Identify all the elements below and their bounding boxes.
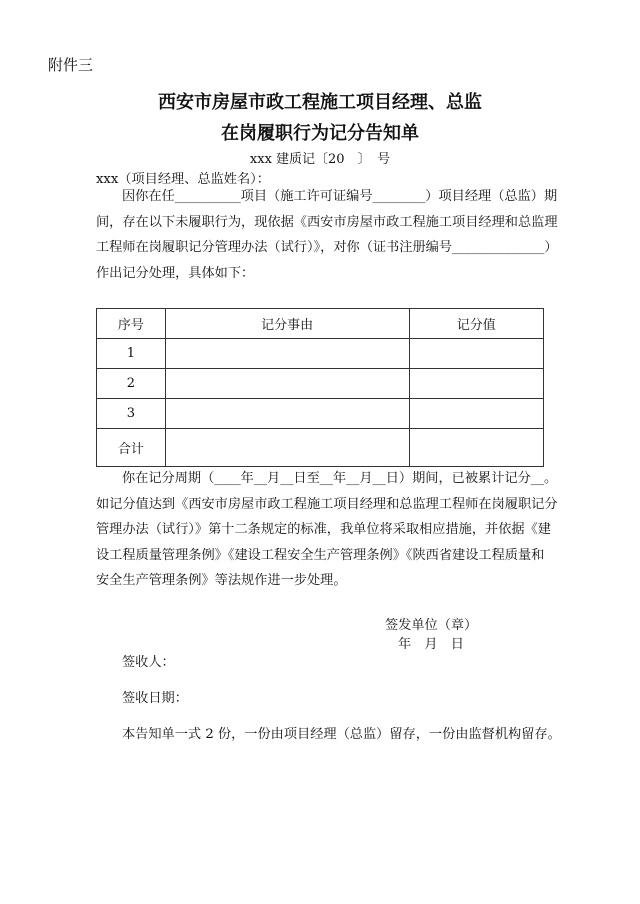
row-score bbox=[409, 399, 543, 429]
row-score bbox=[409, 369, 543, 399]
row-reason bbox=[165, 369, 409, 399]
consequence-line: 如记分值达到《西安市房屋市政工程施工项目经理和总监理工程师在岗履职记分 bbox=[96, 496, 558, 512]
consequence-line: 设工程质量管理条例》《建设工程安全生产管理条例》《陕西省建设工程质量和 bbox=[96, 547, 545, 563]
consequence-line: 管理办法（试行）》第十二条规定的标准，我单位将采取相应措施，并依据《建 bbox=[96, 522, 551, 537]
intro-line: 工程师在岗履职记分管理办法（试行）》，对你（证书注册编号______________） bbox=[96, 240, 558, 255]
total-score bbox=[409, 429, 543, 467]
score-table bbox=[96, 308, 544, 467]
consequence-line: 你在记分周期（____年__月__日至__年__月__日）期间，已被累计记分__。 bbox=[122, 471, 558, 486]
row-reason bbox=[165, 399, 409, 429]
issuer-seal-label: 签发单位（章） bbox=[385, 618, 478, 633]
recipient-label: 签收人： bbox=[122, 655, 175, 670]
row-no: 1 bbox=[97, 339, 166, 369]
header-reason: 记分事由 bbox=[165, 309, 409, 339]
table-row bbox=[97, 369, 544, 399]
footer-note: 本告知单一式 2 份，一份由项目经理（总监）留存，一份由监督机构留存。 bbox=[122, 727, 561, 742]
intro-line: 作出记分处理，具体如下： bbox=[96, 265, 255, 281]
addressee: xxx（项目经理、总监姓名）： bbox=[96, 172, 270, 187]
row-reason bbox=[165, 339, 409, 369]
table-header-row bbox=[97, 309, 544, 339]
attachment-label: 附件三 bbox=[48, 56, 94, 74]
table-total-row bbox=[97, 429, 544, 467]
total-reason bbox=[165, 429, 409, 467]
intro-line: 因你在任__________项目（施工许可证编号________）项目经理（总监）期 bbox=[122, 189, 558, 204]
receipt-date-label: 签收日期： bbox=[122, 691, 188, 706]
document-title-line2: 在岗履职行为记分告知单 bbox=[221, 123, 419, 144]
row-no: 2 bbox=[97, 369, 166, 399]
consequence-paragraph bbox=[96, 466, 558, 594]
header-no: 序号 bbox=[97, 309, 166, 339]
document-title-line1: 西安市房屋市政工程施工项目经理、总监 bbox=[158, 92, 482, 113]
intro-paragraph bbox=[96, 184, 558, 286]
row-score bbox=[409, 339, 543, 369]
consequence-line: 安全生产管理条例》等法规作进一步处理。 bbox=[96, 573, 347, 588]
total-label: 合计 bbox=[97, 429, 166, 467]
table-row bbox=[97, 339, 544, 369]
document-number: xxx 建质记〔20 〕 号 bbox=[249, 152, 391, 167]
table-row bbox=[97, 399, 544, 429]
issue-date: 年 月 日 bbox=[398, 637, 464, 652]
intro-line: 间，存在以下未履职行为，现依据《西安市房屋市政工程施工项目经理和总监理 bbox=[96, 214, 558, 230]
header-score: 记分值 bbox=[409, 309, 543, 339]
row-no: 3 bbox=[97, 399, 166, 429]
